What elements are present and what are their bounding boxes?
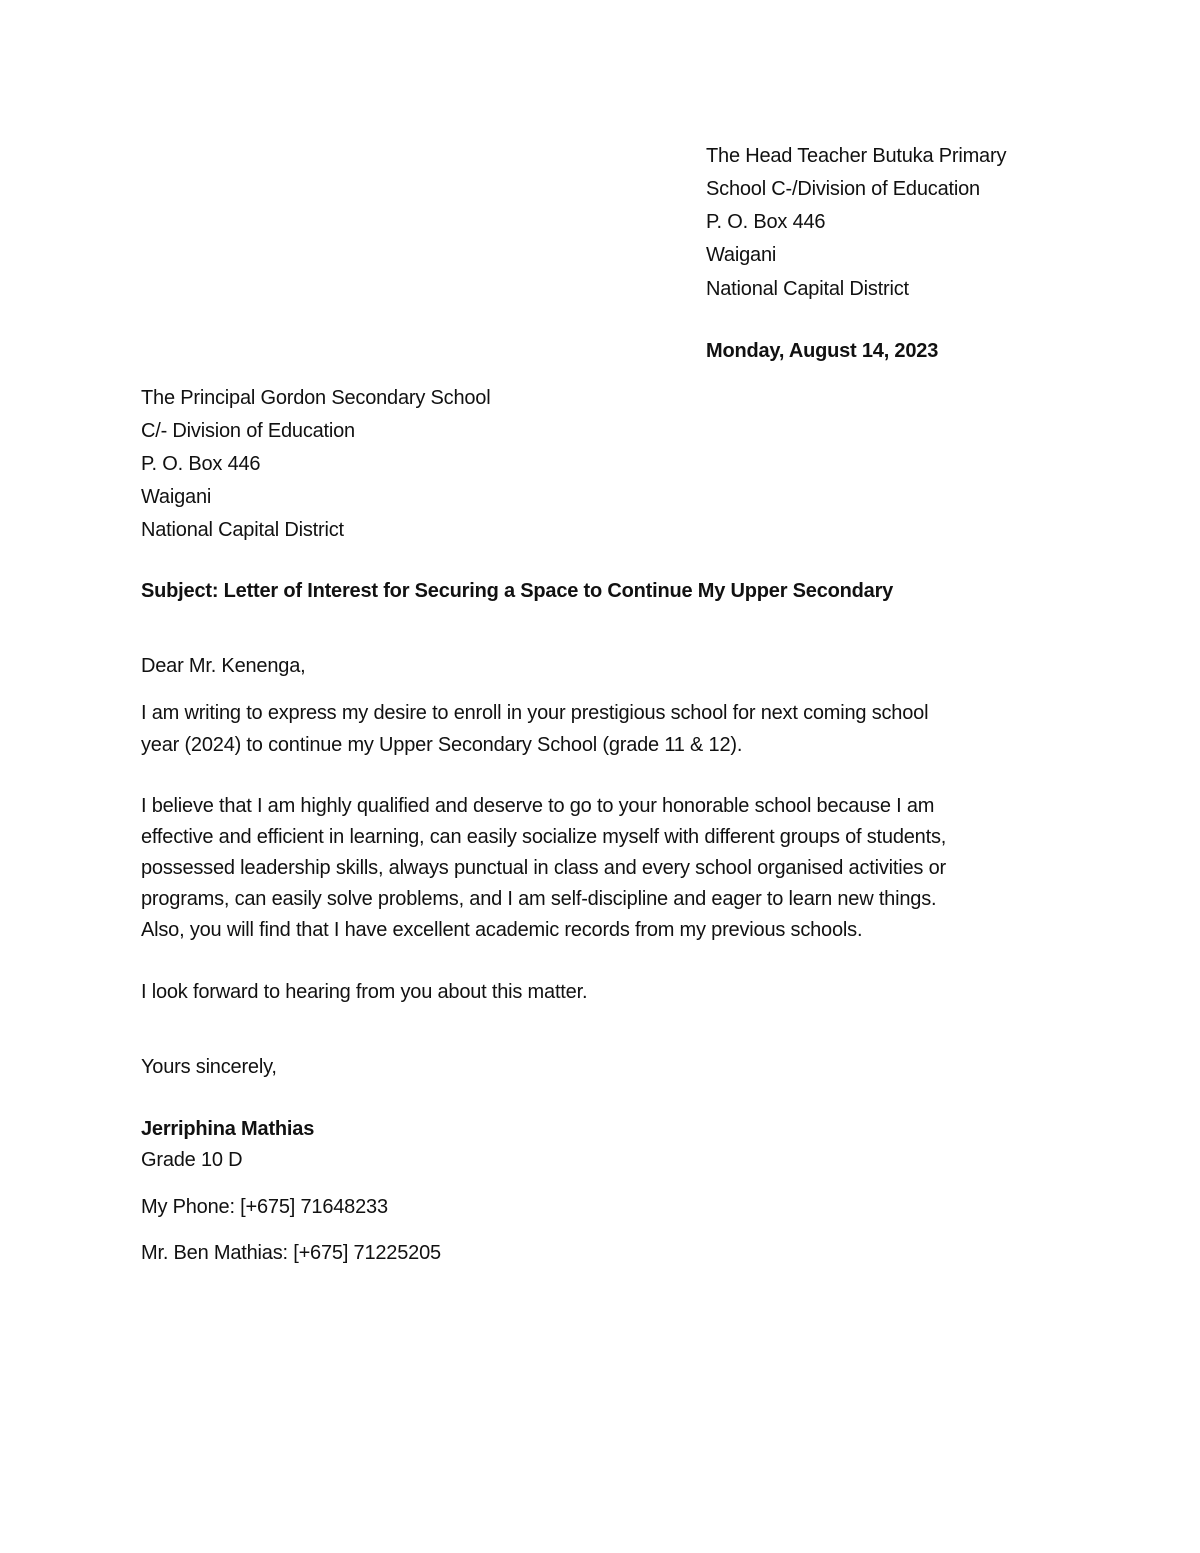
- letter-subject: Subject: Letter of Interest for Securing a Space to Continue My Upper Secondary: [141, 580, 894, 602]
- recipient-line-3: P. O. Box 446: [141, 453, 261, 475]
- sender-line-3: P. O. Box 446: [706, 211, 826, 233]
- signer-name: Jerriphina Mathias: [141, 1118, 315, 1140]
- guardian-phone: Mr. Ben Mathias: [+675] 71225205: [141, 1242, 441, 1264]
- signer-phone: My Phone: [+675] 71648233: [141, 1196, 388, 1218]
- sender-line-5: National Capital District: [706, 278, 909, 300]
- closing: Yours sincerely,: [141, 1056, 277, 1078]
- recipient-line-2: C/- Division of Education: [141, 420, 355, 442]
- letter-date: Monday, August 14, 2023: [706, 340, 939, 362]
- paragraph-3: I look forward to hearing from you about this matter.: [141, 981, 588, 1003]
- paragraph-2-line: Also, you will find that I have excellent academic records from my previous schools.: [141, 919, 863, 941]
- paragraph-2-line: I believe that I am highly qualified and deserve to go to your honorable school because I am: [141, 795, 935, 817]
- recipient-line-5: National Capital District: [141, 519, 344, 541]
- recipient-line-4: Waigani: [141, 486, 212, 508]
- sender-line-2: School C-/Division of Education: [706, 178, 980, 200]
- signer-grade: Grade 10 D: [141, 1149, 243, 1171]
- paragraph-1-line: I am writing to express my desire to enroll in your prestigious school for next coming school: [141, 702, 929, 724]
- recipient-line-1: The Principal Gordon Secondary School: [141, 387, 491, 409]
- sender-line-1: The Head Teacher Butuka Primary: [706, 145, 1007, 167]
- paragraph-2-line: possessed leadership skills, always punctual in class and every school organised activities or: [141, 857, 946, 879]
- sender-line-4: Waigani: [706, 244, 777, 266]
- paragraph-2-line: programs, can easily solve problems, and I am self-discipline and eager to learn new things.: [141, 888, 937, 910]
- paragraph-1-line: year (2024) to continue my Upper Secondary School (grade 11 & 12).: [141, 734, 743, 756]
- salutation: Dear Mr. Kenenga,: [141, 655, 306, 677]
- paragraph-2-line: effective and efficient in learning, can easily socialize myself with different groups of students,: [141, 826, 947, 848]
